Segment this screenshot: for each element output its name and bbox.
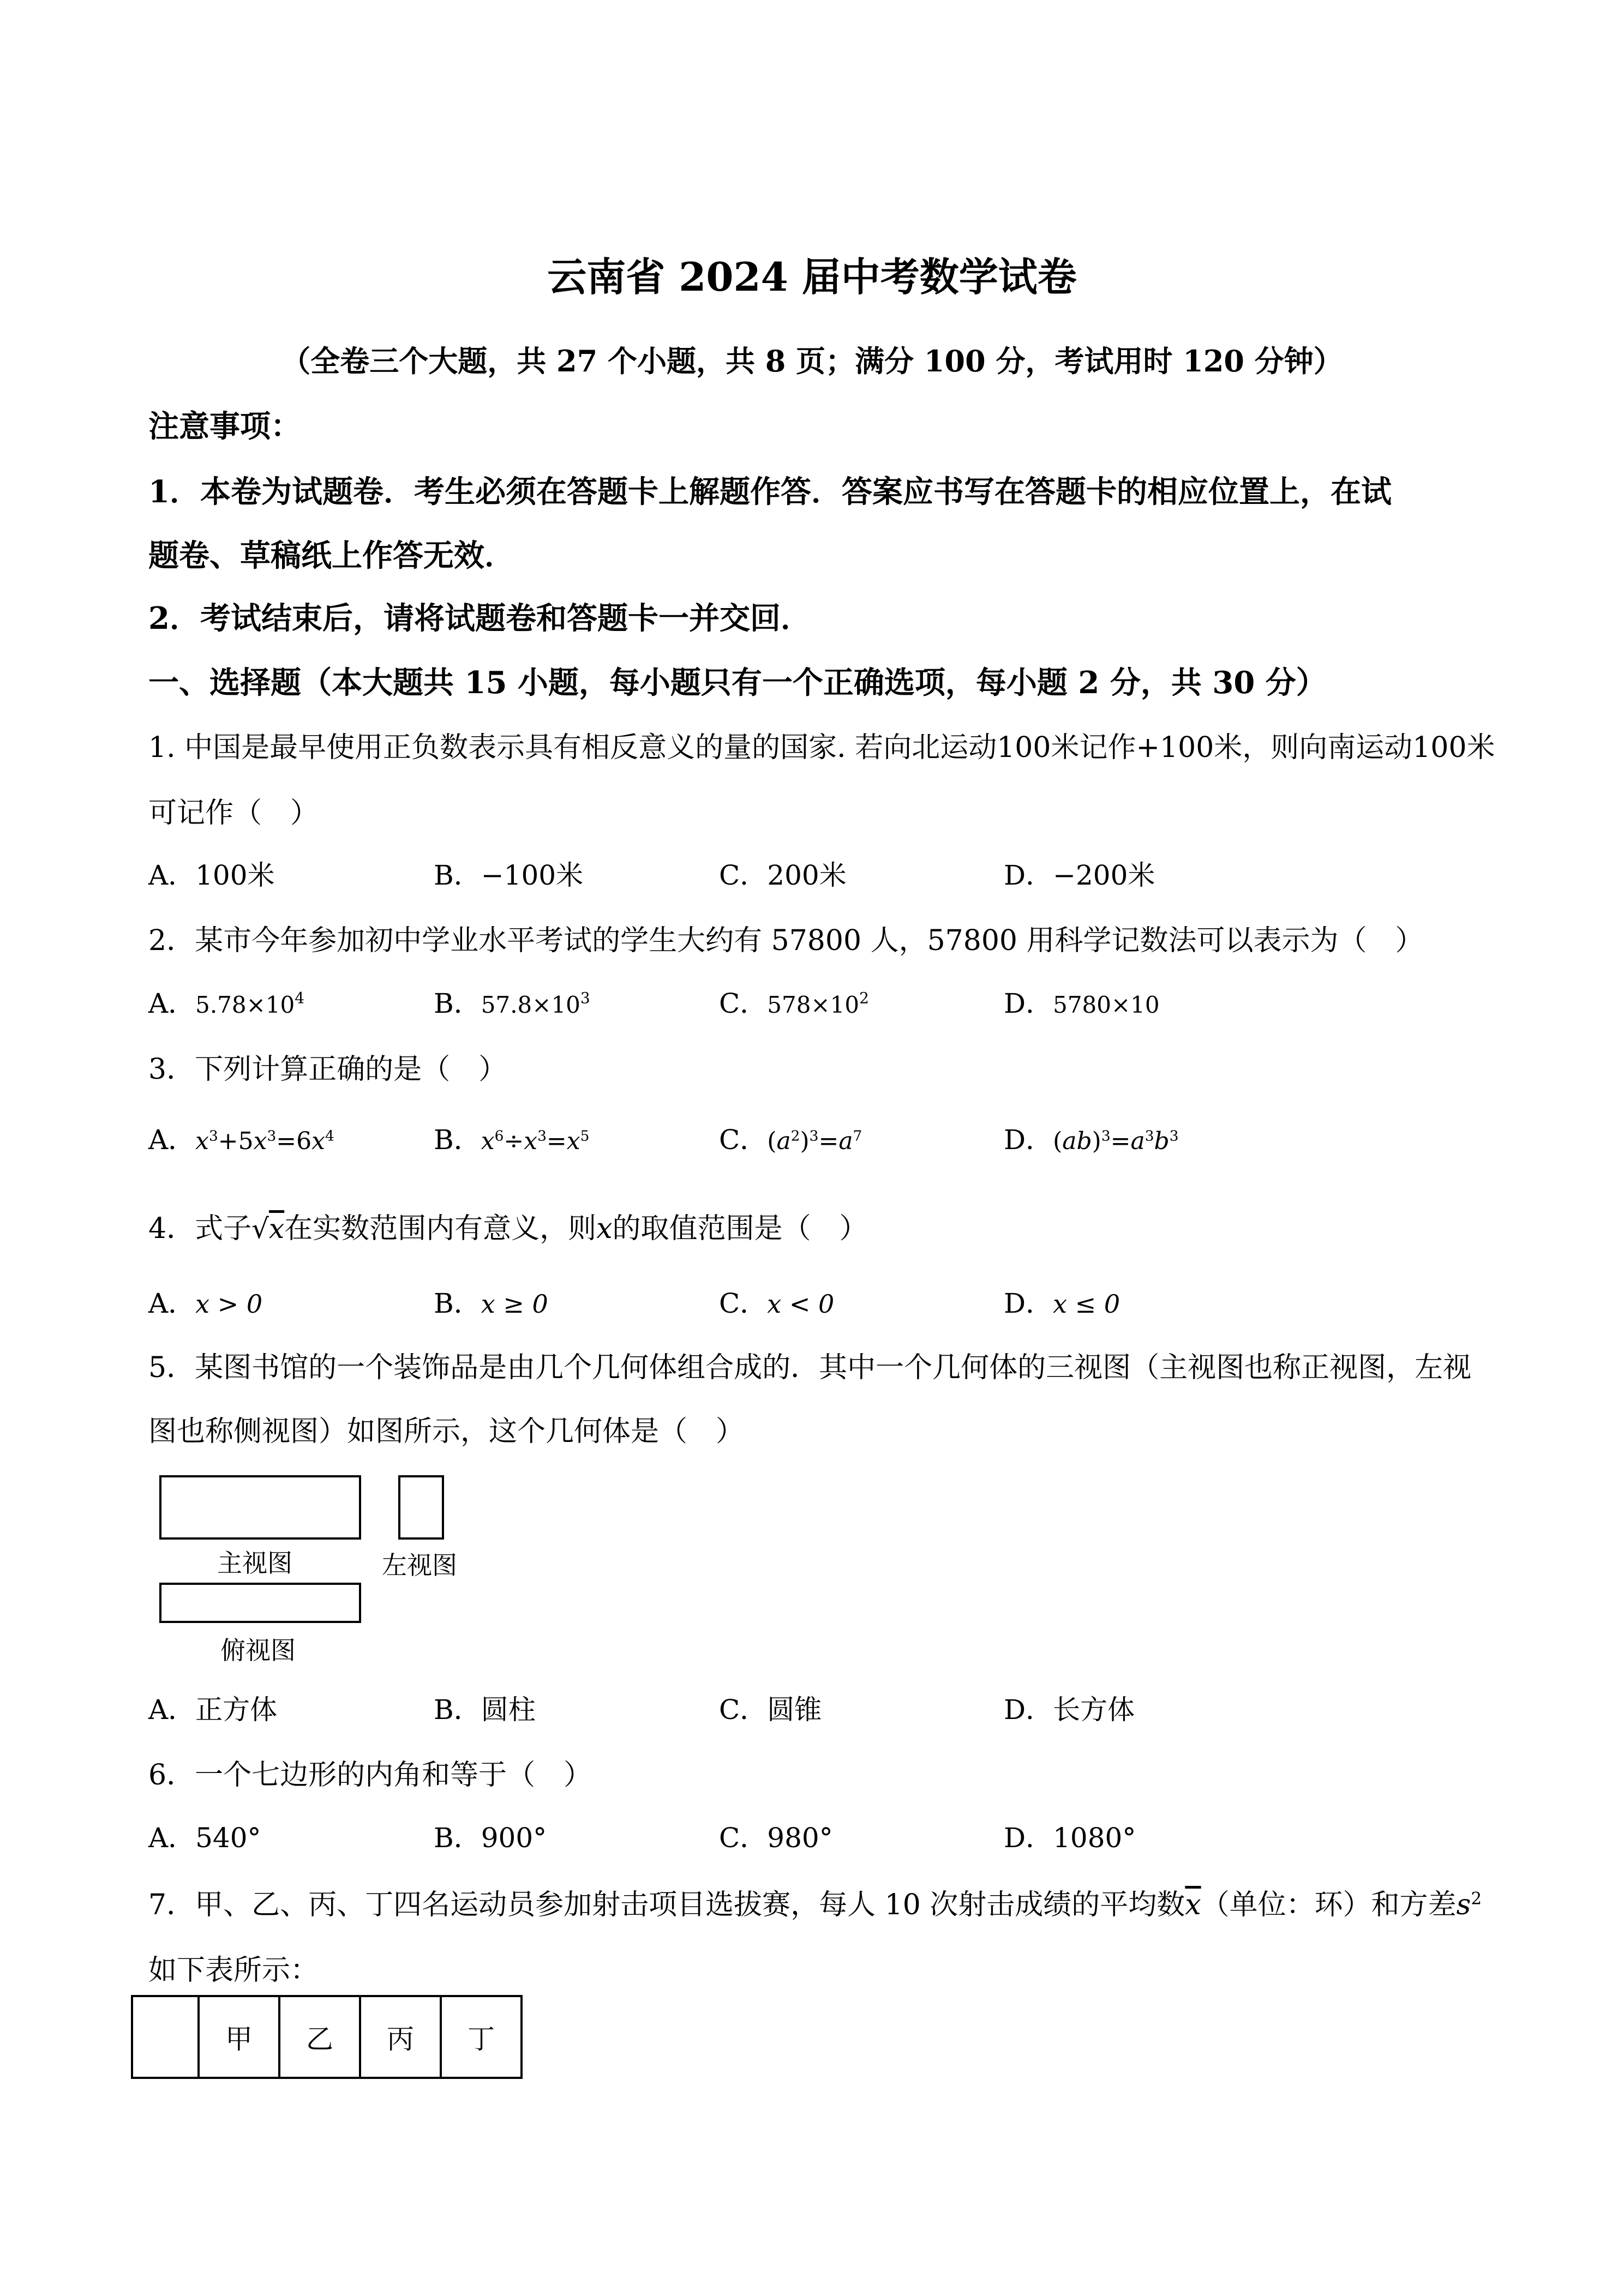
- q6-option-c: C．980°: [719, 1822, 833, 1854]
- question-5-line1: 5．某图书馆的一个装饰品是由几个几何体组合成的．其中一个几何体的三视图（主视图也称正视图，左视: [148, 1351, 1472, 1384]
- left-view-label: 左视图: [382, 1550, 457, 1580]
- table-header-cell: 乙: [279, 1996, 360, 2078]
- q7-data-table: [131, 1995, 523, 2079]
- question-2-line1: 2．某市今年参加初中学业水平考试的学生大约有 57800 人，57800 用科学记数法可以表示为（ ）: [148, 924, 1424, 957]
- question-7-line2: 如下表所示：: [148, 1954, 319, 1987]
- notice-item-2: 2．考试结束后，请将试题卷和答题卡一并交回．: [148, 600, 811, 636]
- page-title: 云南省 2024 届中考数学试卷: [547, 254, 1077, 300]
- q5-option-d: D．长方体: [1004, 1694, 1135, 1726]
- front-view-label: 主视图: [217, 1548, 292, 1578]
- q6-option-b: B．900°: [434, 1822, 547, 1854]
- front-view-rectangle: [159, 1475, 361, 1540]
- question-1-line2: 可记作（ ）: [148, 797, 319, 830]
- q5-option-a: A．正方体: [148, 1694, 278, 1726]
- notice-item-1-line1: 1．本卷为试题卷．考生必须在答题卡上解题作答．答案应书写在答题卡的相应位置上，在试: [148, 474, 1392, 510]
- q2-option-c: C．$578\times 10^2$: [719, 988, 869, 1019]
- q1-option-a: A．100米: [148, 860, 275, 891]
- q4-option-b: B．x ≥ 0: [434, 1288, 548, 1319]
- table-header-cell: 丙: [360, 1996, 441, 2078]
- table-row: [132, 1996, 522, 2078]
- table-header-cell: 甲: [199, 1996, 279, 2078]
- question-1-line1: 1. 中国是最早使用正负数表示具有相反意义的量的国家. 若向北运动100米记作+100米，则向南运动100米: [148, 731, 1495, 764]
- exam-info: （全卷三个大题，共 27 个小题，共 8 页；满分 100 分，考试用时 120 分钟）: [281, 344, 1343, 378]
- notice-item-1-line2: 题卷、草稿纸上作答无效．: [148, 538, 515, 574]
- question-4-line1: 4．式子√x在实数范围内有意义，则x的取值范围是（ ）: [148, 1212, 868, 1245]
- q1-option-d: D．−200米: [1004, 860, 1155, 891]
- top-view-rectangle: [159, 1583, 361, 1623]
- question-6-line1: 6．一个七边形的内角和等于（ ）: [148, 1759, 592, 1792]
- table-header-cell: 丁: [441, 1996, 522, 2078]
- left-view-rectangle: [398, 1475, 444, 1540]
- q2-option-a: A．$5.78\times 10^4$: [148, 988, 305, 1019]
- q3-option-d: D．$(ab)^3=a^3b^3$: [1004, 1124, 1179, 1156]
- q3-option-b: B．$x^6\div x^3=x^5$: [434, 1124, 590, 1156]
- question-5-line2: 图也称侧视图）如图所示，这个几何体是（ ）: [148, 1415, 745, 1448]
- q5-option-c: C．圆锥: [719, 1694, 822, 1726]
- q4-option-c: C．x < 0: [719, 1288, 835, 1319]
- top-view-label: 俯视图: [220, 1636, 296, 1665]
- q5-option-b: B．圆柱: [434, 1694, 536, 1726]
- q2-option-d: D．5780×10: [1004, 988, 1160, 1019]
- q4-option-a: A．x > 0: [148, 1288, 263, 1319]
- q3-option-a: A．$x^3+5x^3=6x^4$: [148, 1124, 334, 1156]
- table-header-cell: [132, 1996, 199, 2078]
- question-3-line1: 3．下列计算正确的是（ ）: [148, 1053, 507, 1086]
- question-7-line1: 7．甲、乙、丙、丁四名运动员参加射击项目选拔赛，每人 10 次射击成绩的平均数$\overline{x}$（单位：环）和方差$s^2$: [148, 1889, 1482, 1921]
- q2-option-b: B．$57.8\times 10^3$: [434, 988, 590, 1019]
- q4-option-d: D．x ≤ 0: [1004, 1288, 1120, 1319]
- section-1-heading: 一、选择题（本大题共 15 小题，每小题只有一个正确选项，每小题 2 分，共 30 分）: [148, 665, 1327, 701]
- q1-option-b: B．−100米: [434, 860, 584, 891]
- q3-option-c: C．$(a^2)^3=a^7$: [719, 1124, 862, 1156]
- q1-option-c: C．200米: [719, 860, 847, 891]
- notice-heading: 注意事项：: [148, 408, 301, 444]
- q6-option-a: A．540°: [148, 1822, 261, 1854]
- q6-option-d: D．1080°: [1004, 1822, 1136, 1854]
